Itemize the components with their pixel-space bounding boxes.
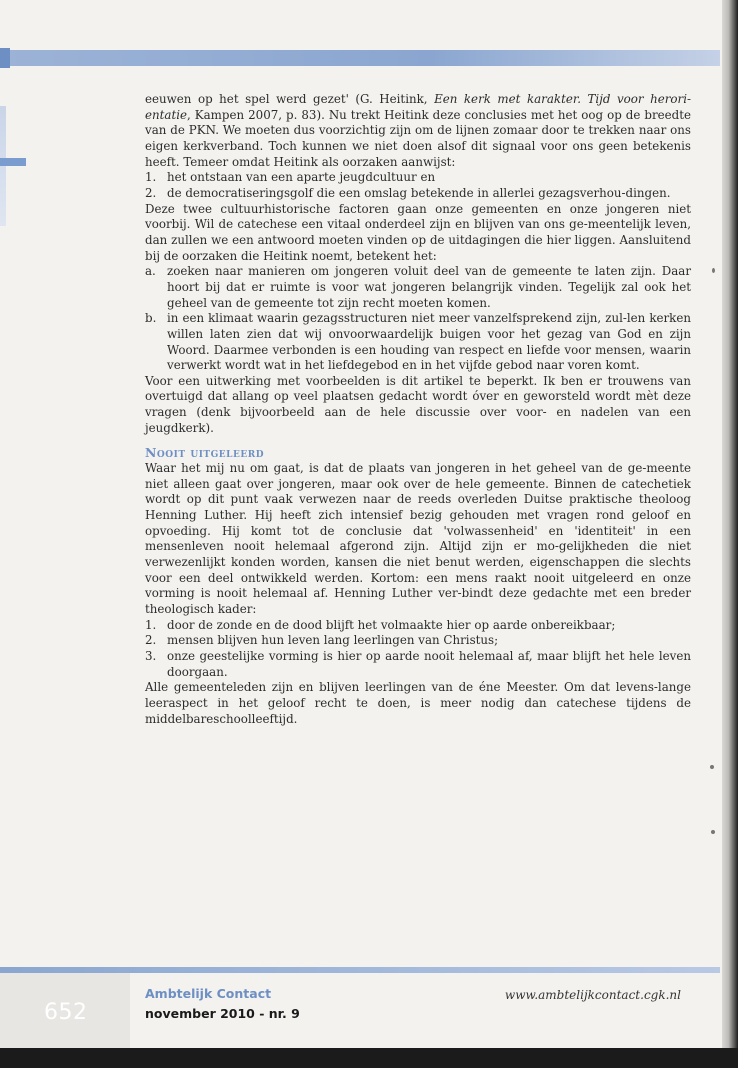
- article-body: [145, 92, 691, 727]
- page-number: 652: [44, 1000, 88, 1025]
- theology-list: [145, 618, 691, 681]
- page-bottom-shadow: [0, 1048, 738, 1068]
- list-item: 2. de democratiseringsgolf die een omslag betekende in allerlei gezagsverhou-dingen.: [145, 185, 671, 200]
- paragraph: Alle gemeenteleden zijn en blijven leerlingen van de éne Meester. Om dat levens-lange leeraspect in het geloof recht te doen, is meer nodig dan catechese tijdens de middelbareschoolleeftijd.: [145, 680, 691, 726]
- top-color-band: [0, 50, 720, 66]
- list-item: 2. mensen blijven hun leven lang leerlingen van Christus;: [145, 633, 499, 648]
- intro-paragraph: eeuwen op het spel werd gezet' (G. Heitink, Een kerk met karakter. Tijd voor herori-entatie, Kampen 2007, p. 83). Nu trekt Heitink deze conclusies met het oog op de breedte van de PKN. We moeten dus voorzichtig zijn om de lijnen zomaar door te trekken naar ons eigen kerkverband. Toch kunnen we niet doen alsof dit signaal voor ons geen betekenis heeft. Temeer omdat Heitink als oorzaken aanwijst:: [145, 92, 691, 169]
- list-item: a. zoeken naar manieren om jongeren voluit deel van de gemeente te laten zijn. Daar hoort bij dat er ruimte is voor wat jongeren belangrijk vinden. Tegelijk zal ook het geheel van de gemeente tot zijn recht moeten komen.: [145, 264, 691, 310]
- implications-list: [145, 264, 691, 374]
- paragraph: Voor een uitwerking met voorbeelden is dit artikel te beperkt. Ik ben er trouwens van overtuigd dat allang op veel plaatsen gedacht wordt óver en geworsteld wordt mèt deze vragen (denk bijvoorbeeld aan de hele discussie over voor- en nadelen van een jeugdkerk).: [145, 373, 691, 435]
- margin-mark: [711, 830, 715, 834]
- page-edge-shadow: [722, 0, 738, 1068]
- book-title: Een kerk met karakter. Tijd voor herori-entatie: [145, 92, 691, 122]
- list-item: 1. door de zonde en de dood blijft het volmaakte hier op aarde onbereikbaar;: [145, 617, 616, 632]
- side-shade: [0, 106, 6, 226]
- website-url[interactable]: www.ambtelijkcontact.cgk.nl: [504, 988, 681, 1002]
- left-tab-marker: [0, 48, 10, 68]
- list-item: b. in een klimaat waarin gezagsstructuren niet meer vanzelfsprekend zijn, zul-len kerken willen laten zien dat wij onvoorwaardelijk buigen voor het gezag van God en zijn Woord. Daarmee verbonden is een houding van respect en liefde voor mensen, waarin verwerkt wordt wat in het liefdegebod en in het vijfde gebod naar voren komt.: [145, 311, 691, 373]
- paragraph: Waar het mij nu om gaat, is dat de plaats van jongeren in het geheel van de ge-meente niet alleen gaat over jongeren, maar ook over de hele gemeente. Binnen de catechetiek wordt op dit punt vaak verwezen naar de reeds overleden Duitse praktische theoloog Henning Luther. Hij heeft zich intensief bezig gehouden met vragen rond geloof en opvoeding. Hij komt tot de conclusie dat 'volwassenheid' en 'identiteit' in een mensenleven nooit helemaal afgerond zijn. Altijd zijn er mo-gelijkheden die niet verwezenlijkt konden worden, kansen die niet benut werden, eigenschappen die slechts voor een deel ontwikkeld werden. Kortom: een mens raakt nooit uitgeleerd en onze vorming is nooit helemaal af. Henning Luther ver-bindt deze gedachte met een breder theologisch kader:: [145, 461, 691, 616]
- section-heading: Nooit uitgeleerd: [145, 445, 264, 461]
- paragraph: Deze twee cultuurhistorische factoren gaan onze gemeenten en onze jongeren niet voorbij. Wil de catechese een vitaal onderdeel zijn en blijven van ons ge-meentelijk leven, dan zullen we een antwoord moeten vinden op de uitdagingen die hier liggen. Aansluitend bij de oorzaken die Heitink noemt, betekent het:: [145, 201, 691, 263]
- magazine-title: Ambtelijk Contact: [145, 986, 272, 1001]
- list-item: 3. onze geestelijke vorming is hier op aarde nooit helemaal af, maar blijft het hele leven doorgaan.: [145, 648, 691, 679]
- margin-mark: [712, 268, 715, 273]
- list-item: 1. het ontstaan van een aparte jeugdcultuur en: [145, 170, 436, 185]
- issue-label: november 2010 - nr. 9: [145, 1006, 300, 1021]
- causes-list: [145, 170, 691, 201]
- margin-mark: [710, 765, 714, 769]
- side-marker: [0, 158, 26, 166]
